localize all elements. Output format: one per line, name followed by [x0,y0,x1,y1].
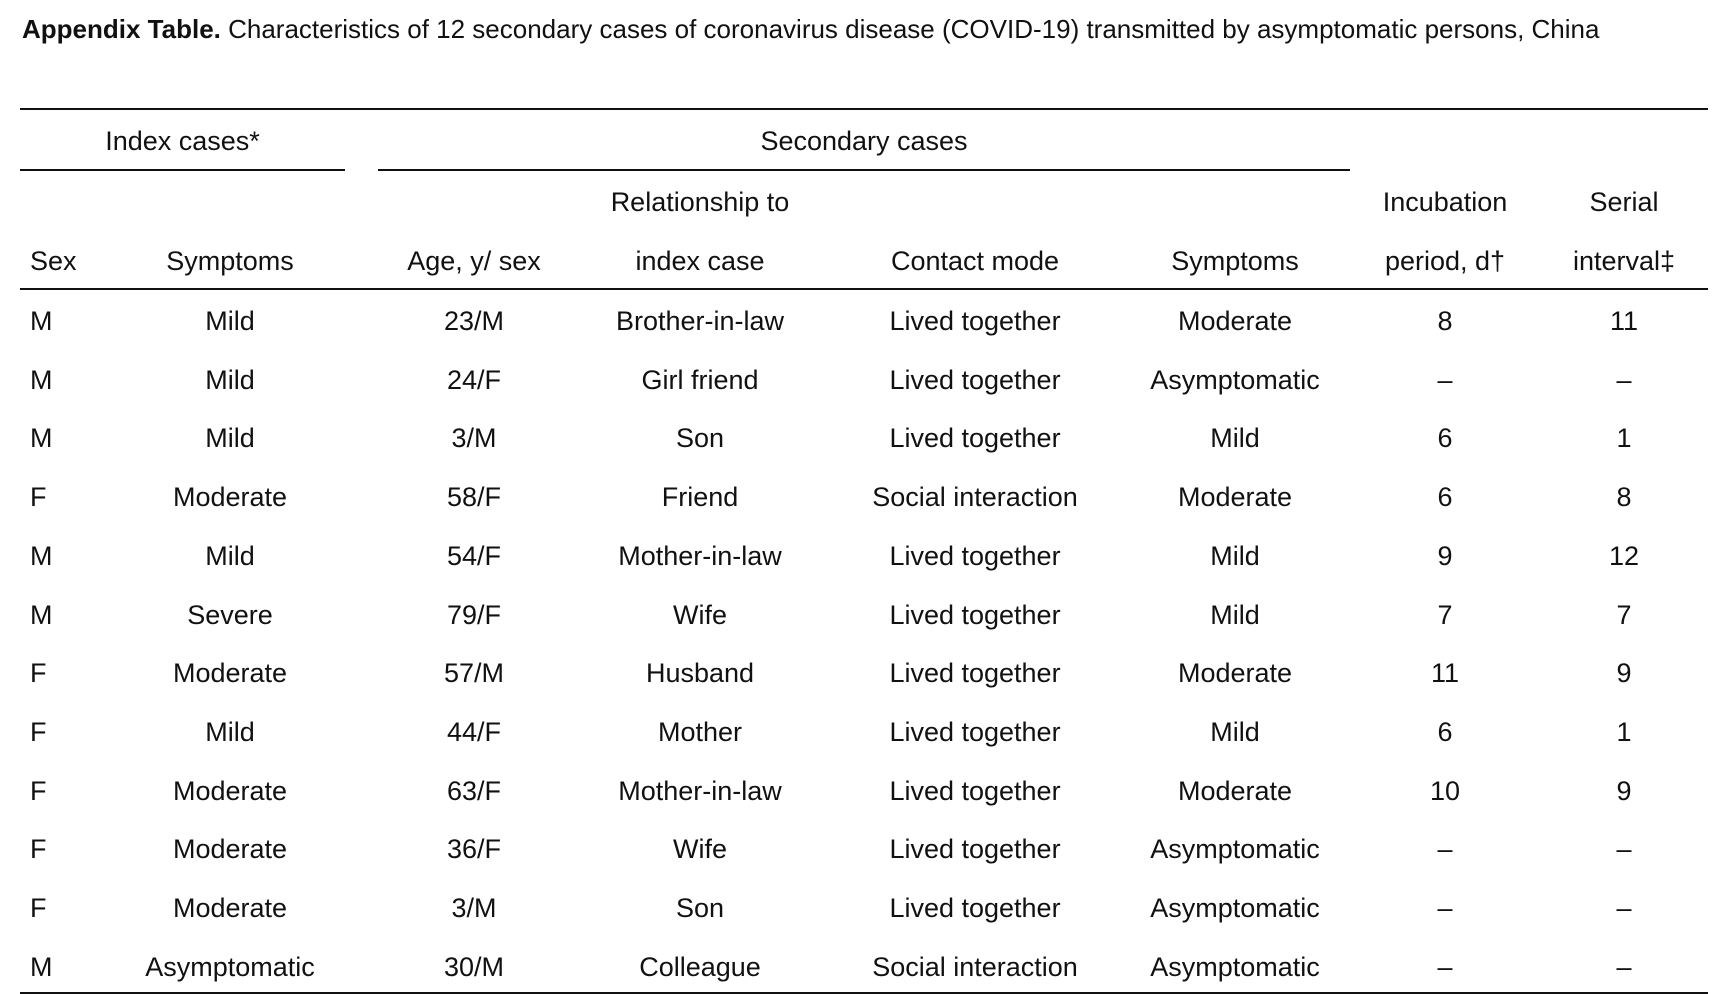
cell-incubation: – [1437,893,1453,923]
cell-serial: 1 [1616,423,1632,453]
header-serial-line2: interval‡ [1572,246,1676,276]
cell-contact-mode: Lived together [889,306,1061,336]
header-incubation-line2: period, d† [1384,246,1506,276]
cell-incubation: 6 [1437,482,1453,512]
header-relationship-line2: index case [635,246,765,276]
cell-index-symptoms: Moderate [172,658,288,688]
cell-age-sex: 44/F [446,717,502,747]
cell-age-sex: 3/M [451,423,497,453]
header-sex: Sex [30,246,77,276]
cell-relationship: Son [675,893,725,923]
cell-relationship: Brother-in-law [615,306,785,336]
cell-index-symptoms: Asymptomatic [145,952,315,982]
cell-serial: – [1616,834,1632,864]
cell-secondary-symptoms: Asymptomatic [1150,834,1320,864]
cell-secondary-symptoms: Asymptomatic [1150,365,1320,395]
cell-serial: 11 [1609,306,1639,336]
cell-relationship: Mother [657,717,743,747]
cell-contact-mode: Lived together [889,893,1061,923]
caption-label: Appendix Table. [22,14,221,44]
cell-relationship: Mother-in-law [618,541,782,571]
secondary-cases-group-header: Secondary cases [760,126,968,156]
cell-sex: M [30,306,53,336]
cell-incubation: 10 [1429,776,1461,806]
header-contact-mode: Contact mode [890,246,1060,276]
cell-incubation: 8 [1437,306,1453,336]
cell-serial: 12 [1608,541,1640,571]
cell-index-symptoms: Mild [205,306,255,336]
header-relationship-line1: Relationship to [610,187,790,217]
cell-incubation: 11 [1430,658,1460,688]
cell-sex: M [30,423,53,453]
cell-relationship: Colleague [639,952,761,982]
cell-sex: F [30,717,47,747]
cell-incubation: 6 [1437,717,1453,747]
cell-age-sex: 54/F [446,541,502,571]
cell-age-sex: 57/M [443,658,505,688]
cell-secondary-symptoms: Moderate [1177,658,1293,688]
cell-sex: F [30,834,47,864]
cell-sex: M [30,365,53,395]
cell-index-symptoms: Severe [187,600,273,630]
cell-contact-mode: Lived together [889,600,1061,630]
cell-secondary-symptoms: Moderate [1177,306,1293,336]
cell-secondary-symptoms: Moderate [1177,482,1293,512]
header-age-sex: Age, y/ sex [407,246,541,276]
cell-contact-mode: Lived together [889,834,1061,864]
cell-secondary-symptoms: Moderate [1177,776,1293,806]
cell-relationship: Mother-in-law [618,776,782,806]
cell-age-sex: 3/M [451,893,497,923]
cell-contact-mode: Lived together [889,658,1061,688]
cell-index-symptoms: Moderate [172,482,288,512]
cell-contact-mode: Lived together [889,365,1061,395]
header-secondary-symptoms: Symptoms [1171,246,1299,276]
cell-index-symptoms: Mild [205,717,255,747]
caption-text: Characteristics of 12 secondary cases of coronavirus disease (COVID-19) transmitted by asymptomatic persons, China [220,14,1600,44]
cell-index-symptoms: Mild [205,423,255,453]
cell-age-sex: 79/F [446,600,502,630]
index-group-rule [20,169,345,171]
cell-index-symptoms: Mild [205,541,255,571]
cell-serial: 9 [1616,776,1632,806]
cell-secondary-symptoms: Asymptomatic [1150,893,1320,923]
cell-age-sex: 23/M [443,306,505,336]
cell-sex: F [30,893,47,923]
cell-contact-mode: Social interaction [872,952,1078,982]
header-serial-line1: Serial [1589,187,1659,217]
cell-serial: 9 [1616,658,1632,688]
header-index-symptoms: Symptoms [166,246,294,276]
header-bottom-rule [20,288,1708,290]
cell-secondary-symptoms: Asymptomatic [1150,952,1320,982]
cell-contact-mode: Lived together [889,423,1061,453]
top-rule [20,108,1708,110]
cell-sex: M [30,952,53,982]
table-caption [22,0,1702,58]
cell-secondary-symptoms: Mild [1210,600,1260,630]
cell-index-symptoms: Moderate [172,834,288,864]
cell-contact-mode: Lived together [889,717,1061,747]
cell-sex: M [30,600,53,630]
cell-serial: 1 [1616,717,1632,747]
cell-secondary-symptoms: Mild [1210,541,1260,571]
cell-incubation: – [1437,952,1453,982]
cell-relationship: Husband [645,658,755,688]
cell-incubation: 9 [1437,541,1453,571]
secondary-group-rule [378,169,1350,171]
cell-sex: F [30,776,47,806]
cell-incubation: – [1437,834,1453,864]
cell-index-symptoms: Moderate [172,893,288,923]
cell-age-sex: 24/F [446,365,502,395]
cell-incubation: 7 [1437,600,1453,630]
cell-incubation: – [1437,365,1453,395]
cell-sex: F [30,482,47,512]
cell-contact-mode: Social interaction [872,482,1078,512]
cell-secondary-symptoms: Mild [1210,423,1260,453]
cell-serial: – [1616,952,1632,982]
cell-index-symptoms: Mild [205,365,255,395]
cell-relationship: Wife [673,834,727,864]
cell-relationship: Girl friend [641,365,759,395]
cell-contact-mode: Lived together [889,541,1061,571]
cell-age-sex: 36/F [446,834,502,864]
cell-contact-mode: Lived together [889,776,1061,806]
cell-age-sex: 30/M [443,952,505,982]
cell-serial: 8 [1616,482,1632,512]
cell-relationship: Wife [673,600,727,630]
cell-serial: 7 [1616,600,1632,630]
index-cases-group-header: Index cases* [105,126,260,156]
cell-age-sex: 58/F [446,482,502,512]
cell-secondary-symptoms: Mild [1210,717,1260,747]
cell-relationship: Friend [661,482,739,512]
cell-sex: M [30,541,53,571]
cell-relationship: Son [675,423,725,453]
cell-sex: F [30,658,47,688]
header-incubation-line1: Incubation [1382,187,1508,217]
cell-incubation: 6 [1437,423,1453,453]
cell-age-sex: 63/F [446,776,502,806]
cell-index-symptoms: Moderate [172,776,288,806]
cell-serial: – [1616,893,1632,923]
cell-serial: – [1616,365,1632,395]
